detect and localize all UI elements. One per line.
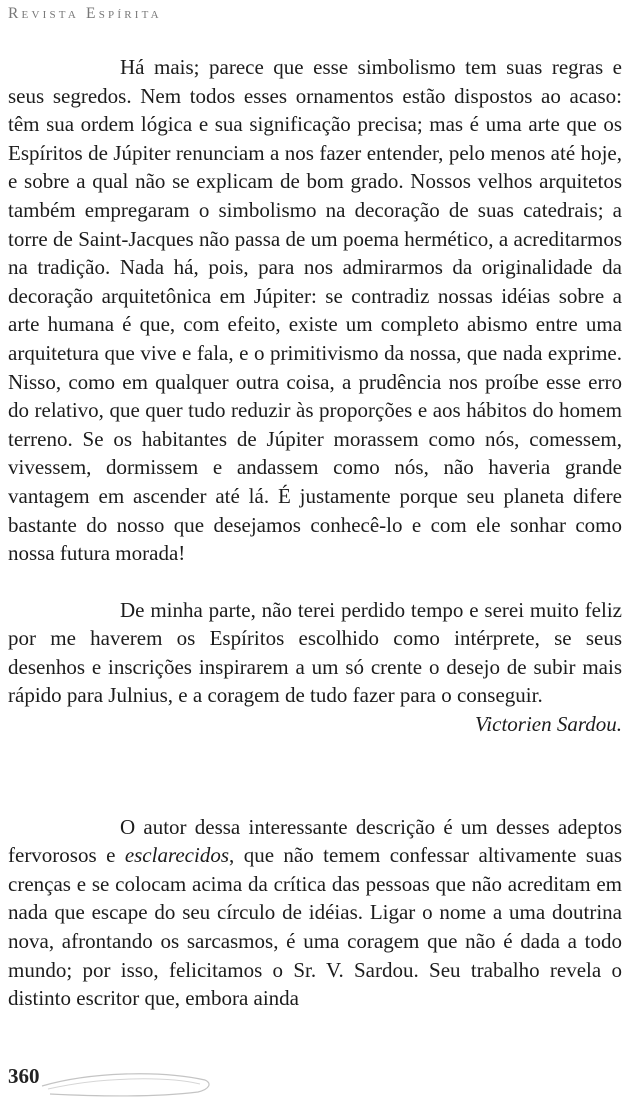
paragraph-autor-start: O autor dessa interessante descrição é um desses adeptos fervorosos e bbox=[8, 814, 622, 868]
signature: Victorien Sardou. bbox=[475, 712, 622, 737]
paragraph-autor bbox=[8, 813, 622, 1013]
text-body bbox=[8, 53, 622, 1013]
page-number: 360 bbox=[8, 1064, 40, 1088]
paragraph-simbolismo: Há mais; parece que esse simbolismo tem suas regras e seus segredos. Nem todos esses ornamentos estão dispostos ao acaso: têm sua ordem lógica e sua significação precisa; mas é uma arte que os Espíritos de Júpiter renunciam a nos fazer entender, pelo menos até hoje, e sobre a qual não se explicam de bom grado. Nossos velhos arquitetos também empregaram o simbolismo na decoração de suas catedrais; a torre de Saint-Jacques não passa de um poema hermético, a acreditarmos na tradição. Nada há, pois, para nos admirarmos da originalidade da decoração arquitetônica em Júpiter: se contradiz nossas idéias sobre a arte humana é que, com efeito, existe um completo abismo entre uma arquitetura que vive e fala, e o primitivismo da nossa, que nada exprime. Nisso, como em qualquer outra coisa, a prudência nos proíbe esse erro do relativo, que quer tudo reduzir às proporções e aos hábitos do homem terreno. Se os habitantes de Júpiter morassem como nós, comessem, vivessem, dormissem e andassem como nós, não haveria grande vantagem em ascender até lá. É justamente porque seu planeta difere bastante do nosso que desejamos conhecê-lo e com ele sonhar como nossa futura morada! bbox=[8, 55, 622, 566]
emphasis-esclarecidos: esclarecidos bbox=[124, 843, 230, 868]
paragraph-minha-parte: De minha parte, não terei perdido tempo e serei muito feliz por me haverem os Espíritos escolhido como intérprete, se seus desenhos e inscrições inspirarem a um só crente o desejo de subir mais rápido para Julnius, e a coragem de tudo fazer para o conseguir. bbox=[8, 597, 622, 708]
running-head: Revista Espírita bbox=[8, 5, 162, 22]
paragraph-autor-rest: , que não temem confessar altivamente suas crenças e se colocam acima da crítica das pessoas que não acreditam em nada que escape do seu círculo de idéias. Ligar o nome a uma doutrina nova, afrontando os sarcasmos, é uma coragem que não é dada a todo mundo; por isso, felicitamos o Sr. V. Sardou. Seu trabalho revela o distinto escritor que, embora ainda bbox=[8, 843, 622, 1011]
